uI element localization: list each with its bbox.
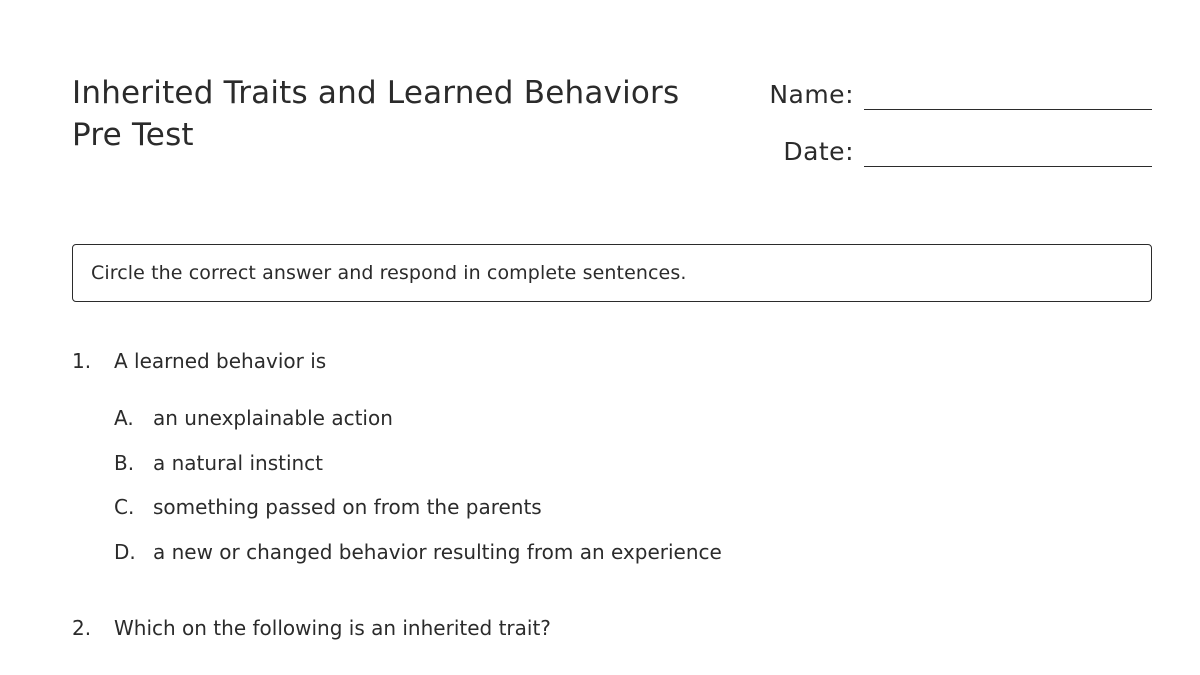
title-line-2: Pre Test	[72, 117, 194, 153]
name-blank-line[interactable]	[864, 109, 1152, 110]
question-2	[72, 614, 551, 642]
question-1-options	[114, 404, 722, 582]
option-letter: C.	[114, 495, 135, 519]
option-letter: B.	[114, 450, 135, 475]
question-text: A learned behavior is	[114, 349, 327, 373]
option-b[interactable]	[114, 449, 722, 494]
instructions-box	[72, 244, 1152, 302]
page-title	[72, 72, 712, 156]
option-text: a new or changed behavior resulting from an experience	[153, 539, 722, 564]
date-label: Date:	[783, 137, 854, 166]
option-letter: A.	[114, 406, 134, 430]
option-text: something passed on from the parents	[153, 495, 542, 519]
option-text: a natural instinct	[153, 450, 324, 475]
option-a[interactable]	[114, 404, 722, 449]
question-1	[72, 347, 326, 375]
title-line-1: Inherited Traits and Learned Behaviors	[72, 75, 680, 111]
name-field-row	[744, 78, 1152, 112]
option-letter: D.	[114, 539, 136, 564]
option-d[interactable]	[114, 538, 722, 583]
option-text: an unexplainable action	[153, 406, 393, 430]
question-number: 1.	[72, 349, 92, 373]
instructions-text: Circle the correct answer and respond in complete sentences.	[91, 262, 687, 284]
question-number: 2.	[72, 616, 92, 640]
date-field-row	[744, 135, 1152, 169]
option-c[interactable]	[114, 493, 722, 538]
question-text: Which on the following is an inherited trait?	[114, 616, 551, 640]
name-label: Name:	[769, 80, 854, 109]
date-blank-line[interactable]	[864, 166, 1152, 167]
